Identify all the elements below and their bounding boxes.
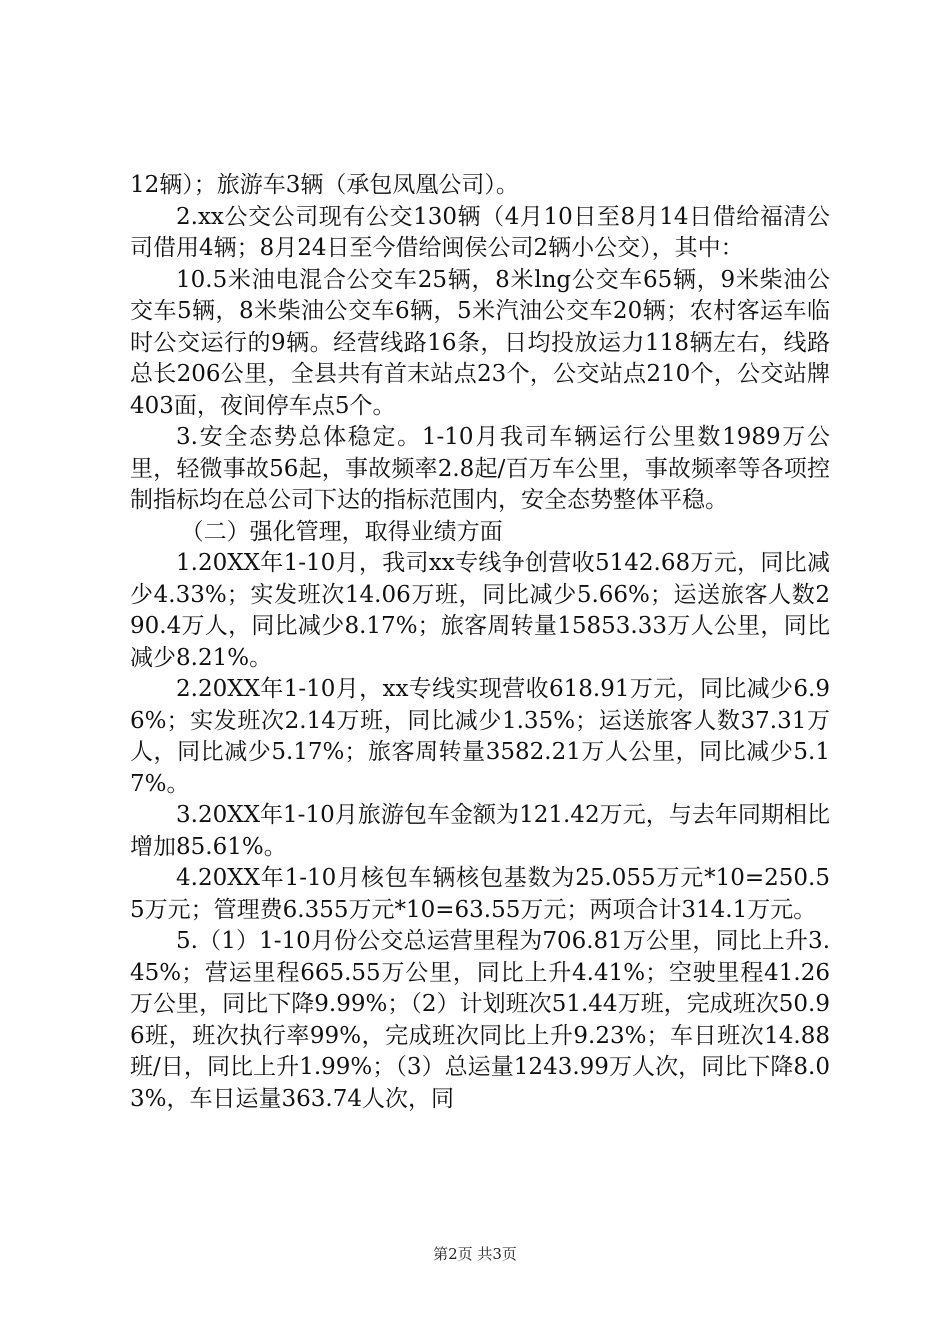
paragraph-continuation: 12辆）；旅游车3辆（承包凤凰公司）。 bbox=[130, 172, 519, 198]
paragraph-safety: 3.安全态势总体稳定。1-10月我司车辆运行公里数1989万公里，轻微事故56起，事故频率2.8起/百万车公里，事故频率等各项控制指标均在总公司下达的指标范围内，安全态势整体平稳。 bbox=[130, 424, 830, 513]
paragraph-revenue-1: 1.20XX年1-10月，我司xx专线争创营收5142.68万元，同比减少4.33%；实发班次14.06万班，同比减少5.66%；运送旅客人数290.4万人，同比减少8.17%；旅客周转量15853.33万人公里，同比减少8.21%。 bbox=[130, 550, 830, 671]
paragraph-contract-vehicles: 4.20XX年1-10月核包车辆核包基数为25.055万元*10=250.55万元；管理费6.355万元*10=63.55万元；两项合计314.1万元。 bbox=[130, 865, 830, 923]
document-body bbox=[130, 170, 830, 1115]
page-footer: 第2页 共3页 bbox=[433, 1245, 517, 1263]
paragraph-revenue-2: 2.20XX年1-10月，xx专线实现营收618.91万元，同比减少6.96%；实发班次2.14万班，同比减少1.35%；运送旅客人数37.31万人，同比减少5.17%；旅客周转量3582.21万人公里，同比减少5.17%。 bbox=[130, 676, 830, 797]
section-heading: （二）强化管理，取得业绩方面 bbox=[180, 518, 503, 545]
paragraph-bus-company: 2.xx公交公司现有公交130辆（4月10日至8月14日借给福清公司借用4辆；8月24日至今借给闽侯公司2辆小公交），其中： bbox=[130, 203, 830, 261]
paragraph-bus-operations: 5.（1）1-10月份公交总运营里程为706.81万公里，同比上升3.45%；营运里程665.55万公里，同比上升4.41%；空驶里程41.26万公里，同比下降9.99%；（2）计划班次51.44万班，完成班次50.96班，班次执行率99%，完成班次同比上升9.23%；车日班次14.88班/日，同比上升1.99%；（3）总运量1243.99万人次，同比下降8.03%，车日运量363.74人次，同 bbox=[130, 928, 830, 1112]
paragraph-fleet-details: 10.5米油电混合公交车25辆，8米lng公交车65辆，9米柴油公交车5辆，8米柴油公交车6辆，5米汽油公交车20辆；农村客运车临时公交运行的9辆。经营线路16条，日均投放运力118辆左右，线路总长206公里，全县共有首末站点23个，公交站点210个，公交站牌403面，夜间停车点5个。 bbox=[130, 266, 830, 419]
paragraph-charter: 3.20XX年1-10月旅游包车金额为121.42万元，与去年同期相比增加85.61%。 bbox=[130, 802, 830, 860]
